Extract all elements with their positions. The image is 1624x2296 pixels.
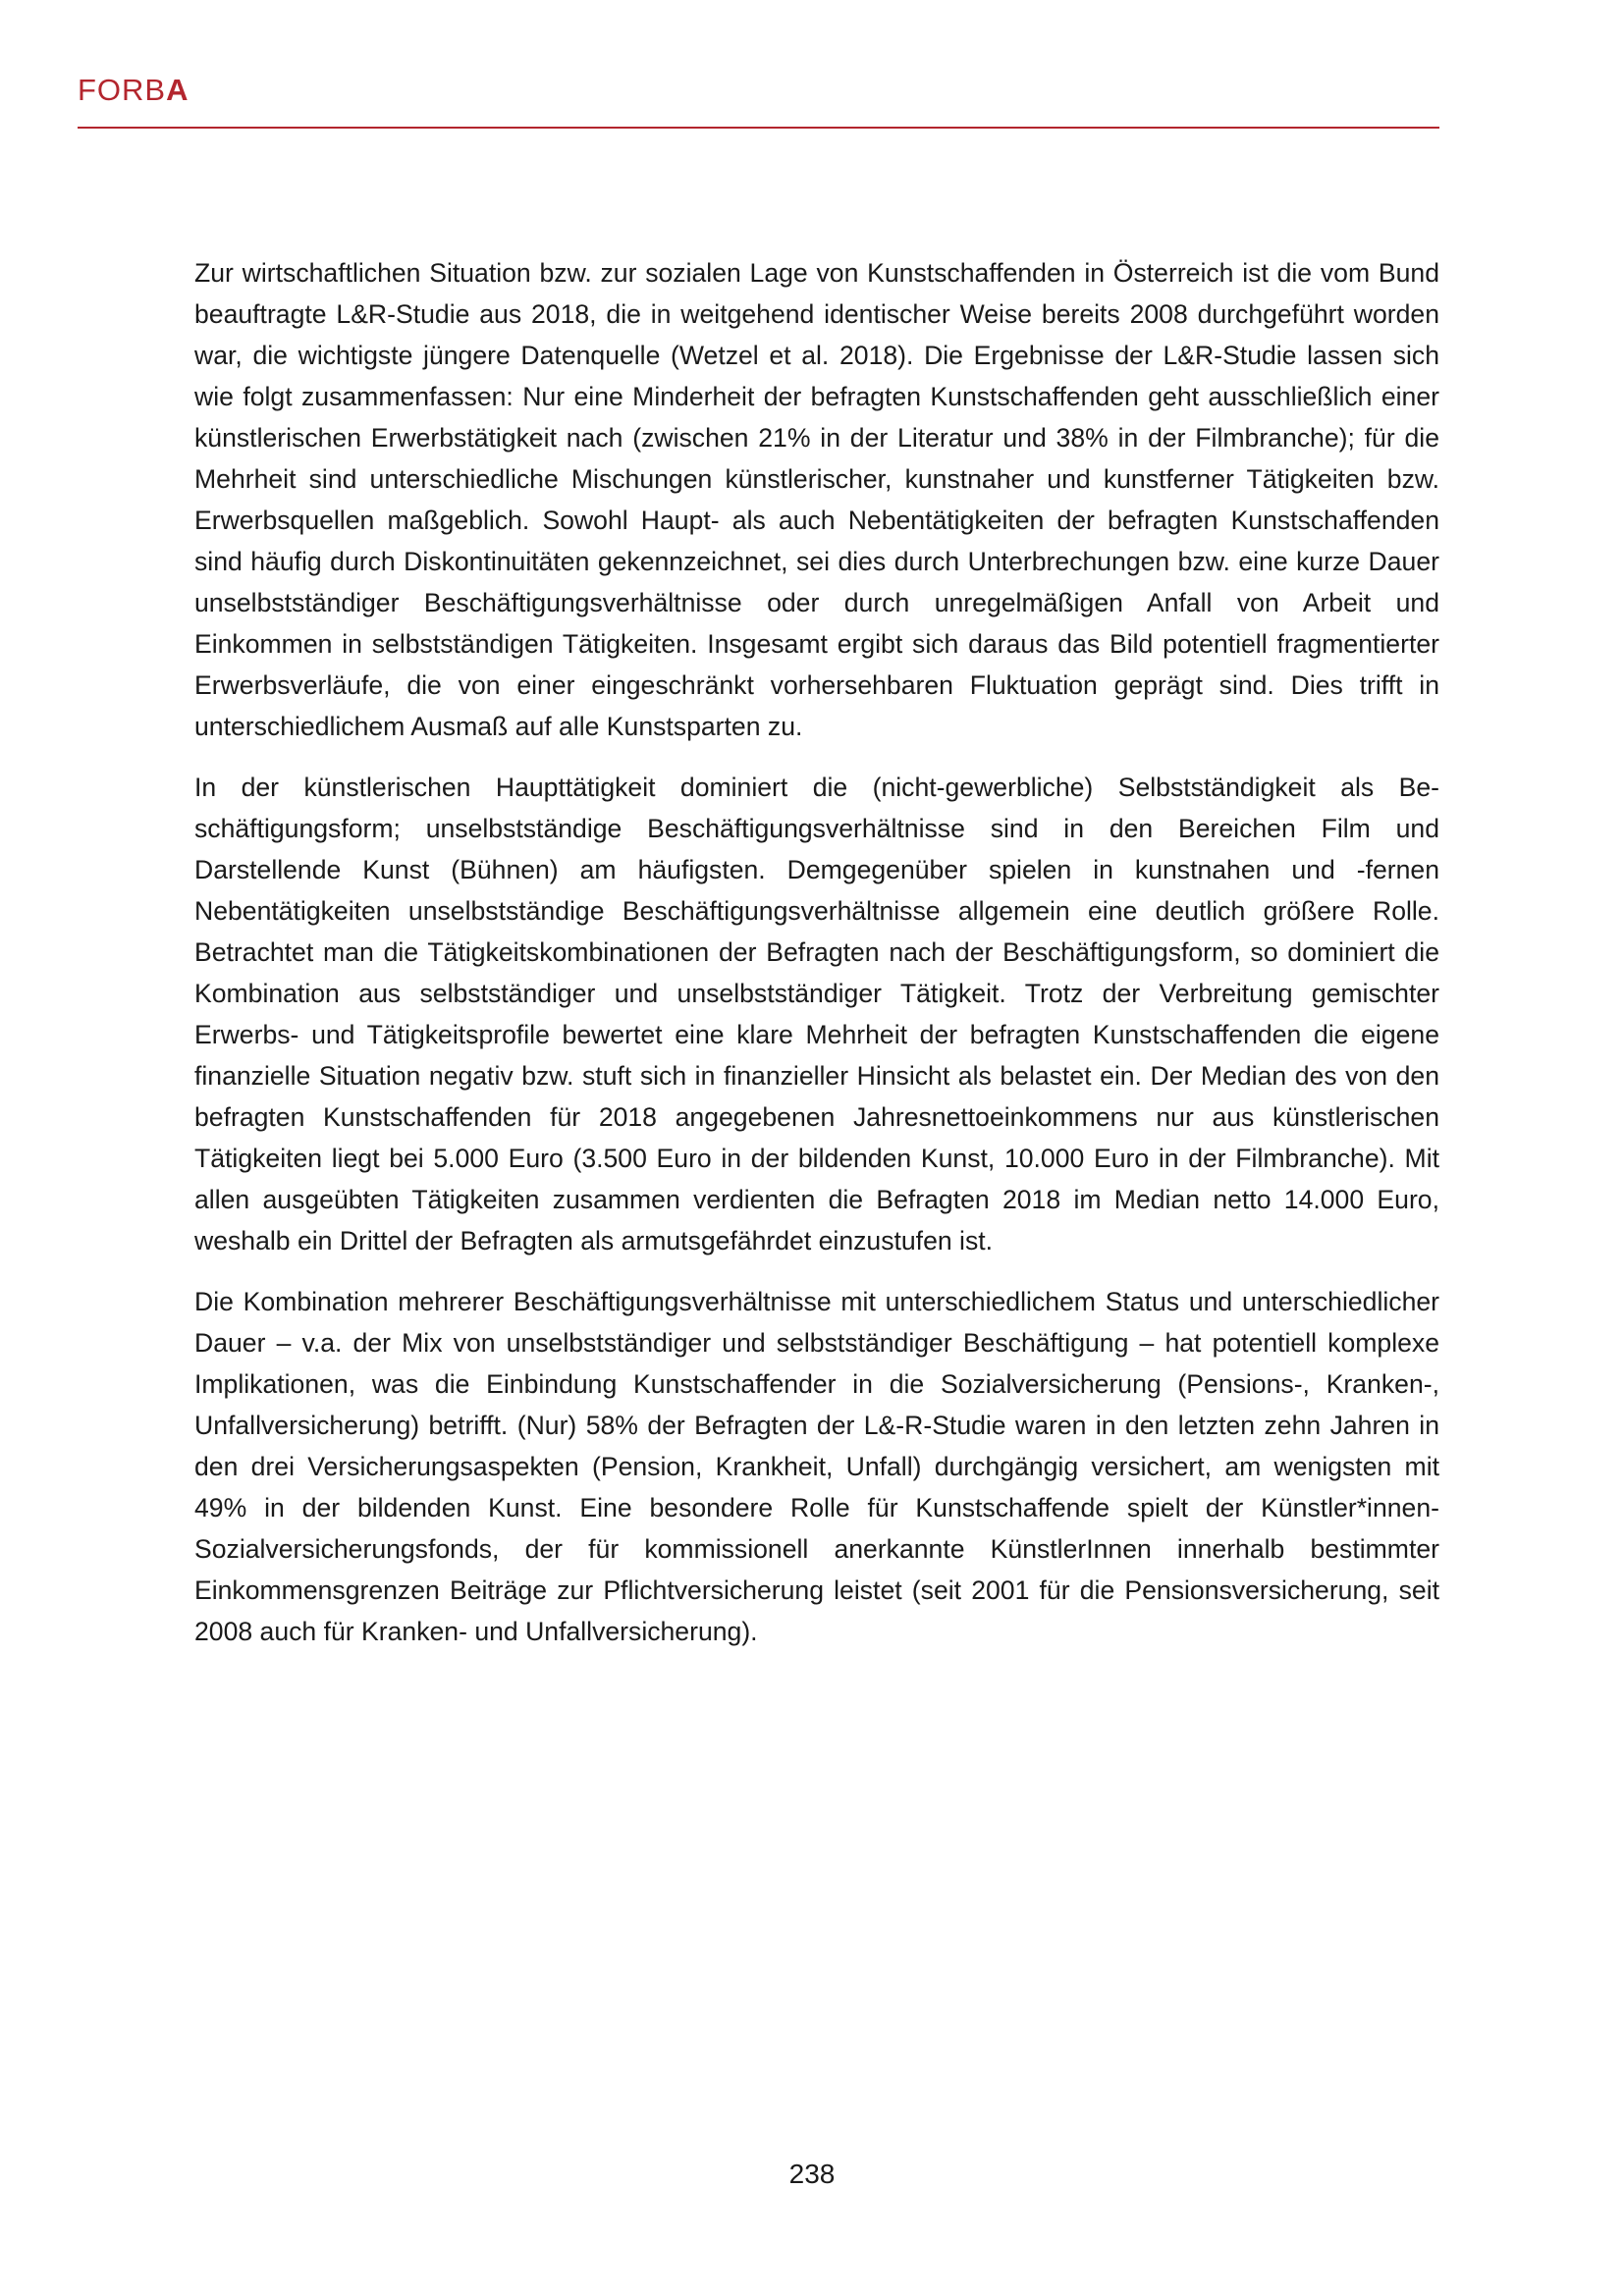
paragraph-3: Die Kombination mehrerer Beschäftigungsverhältnisse mit unterschiedlichem Status und unterschiedlicher Dauer – v.a. der Mix von unselbstständiger und selbstständiger Beschäftigung – hat potentiell komplexe Implikationen, was die Einbindung Kunstschaffender in die Sozialversicherung (Pensions-, Kranken-, Unfallversicherung) betrifft. (Nur) 58% der Befragten der L&-R-Studie waren in den letzten zehn Jahren in den drei Versicherungsaspekten (Pension, Krankheit, Unfall) durchgängig versichert, am wenigsten mit 49% in der bildenden Kunst. Eine besondere Rolle für Kunstschaffende spielt der Künstler*innen-Sozialversicherungsfonds, der für kommissionell anerkannte KünstlerInnen innerhalb bestimmter Einkommensgrenzen Beiträge zur Pflichtversicherung leistet (seit 2001 für die Pensionsversicherung, seit 2008 auch für Kranken- und Unfallversicherung). xyxy=(194,1287,1439,1646)
body-text xyxy=(194,252,1439,1672)
paragraph-1: Zur wirtschaftlichen Situation bzw. zur sozialen Lage von Kunstschaffenden in Österreich ist die vom Bund beauftragte L&R-Studie aus 2018, die in weitgehend identischer Weise bereits 2008 durchgeführt worden war, die wichtigste jüngere Datenquelle (Wetzel et al. 2018). Die Ergebnisse der L&R-Studie lassen sich wie folgt zusammenfassen: Nur eine Minderheit der befragten Kunstschaffenden geht ausschließlich einer künstlerischen Erwerbstätigkeit nach (zwischen 21% in der Literatur und 38% in der Filmbranche); für die Mehrheit sind unterschiedliche Mischungen künstlerischer, kunstnaher und kunstferner Tätigkeiten bzw. Erwerbsquellen maßgeblich. Sowohl Haupt- als auch Nebentätigkeiten der befragten Kunstschaffenden sind häufig durch Diskontinuitäten gekennzeichnet, sei dies durch Unterbrechungen bzw. eine kurze Dauer unselbstständiger Beschäftigungsverhältnisse oder durch unregelmäßigen Anfall von Arbeit und Einkommen in selbstständigen Tätigkeiten. Insgesamt ergibt sich daraus das Bild potentiell fragmentierter Erwerbsverläufe, die von einer eingeschränkt vorhersehbaren Fluktuation geprägt sind. Dies trifft in unterschiedlichem Ausmaß auf alle Kunstsparten zu. xyxy=(194,258,1439,741)
logo-text-bold: A xyxy=(166,73,189,107)
page-number: 238 xyxy=(788,2159,836,2189)
page-header xyxy=(78,73,1439,128)
forba-logo xyxy=(78,73,189,108)
header-divider xyxy=(78,127,1439,129)
logo-text-regular: FORB xyxy=(78,73,167,107)
paragraph-2: In der künstlerischen Haupttätigkeit dominiert die (nicht-gewerbliche) Selbstständigkeit als Beschäftigungsform; unselbstständige Beschäftigungsverhältnisse sind in den Bereichen Film und Darstellende Kunst (Bühnen) am häufigsten. Demgegenüber spielen in kunstnahen und -fernen Nebentätigkeiten unselbstständige Beschäftigungsverhältnisse allgemein eine deutlich größere Rolle. Betrachtet man die Tätigkeitskombinationen der Befragten nach der Beschäftigungsform, so dominiert die Kombination aus selbstständiger und unselbstständiger Tätigkeit. Trotz der Verbreitung gemischter Erwerbs- und Tätigkeitsprofile bewertet eine klare Mehrheit der befragten Kunstschaffenden die eigene finanzielle Situation negativ bzw. stuft sich in finanzieller Hinsicht als belastet ein. Der Median des von den befragten Kunstschaffenden für 2018 angegebenen Jahresnettoeinkommens nur aus künstlerischen Tätigkeiten liegt bei 5.000 Euro (3.500 Euro in der bildenden Kunst, 10.000 Euro in der Filmbranche). Mit allen ausgeübten Tätigkeiten zusammen verdienten die Befragten 2018 im Median netto 14.000 Euro, weshalb ein Drittel der Befragten als armutsgefährdet einzustufen ist. xyxy=(194,773,1439,1255)
